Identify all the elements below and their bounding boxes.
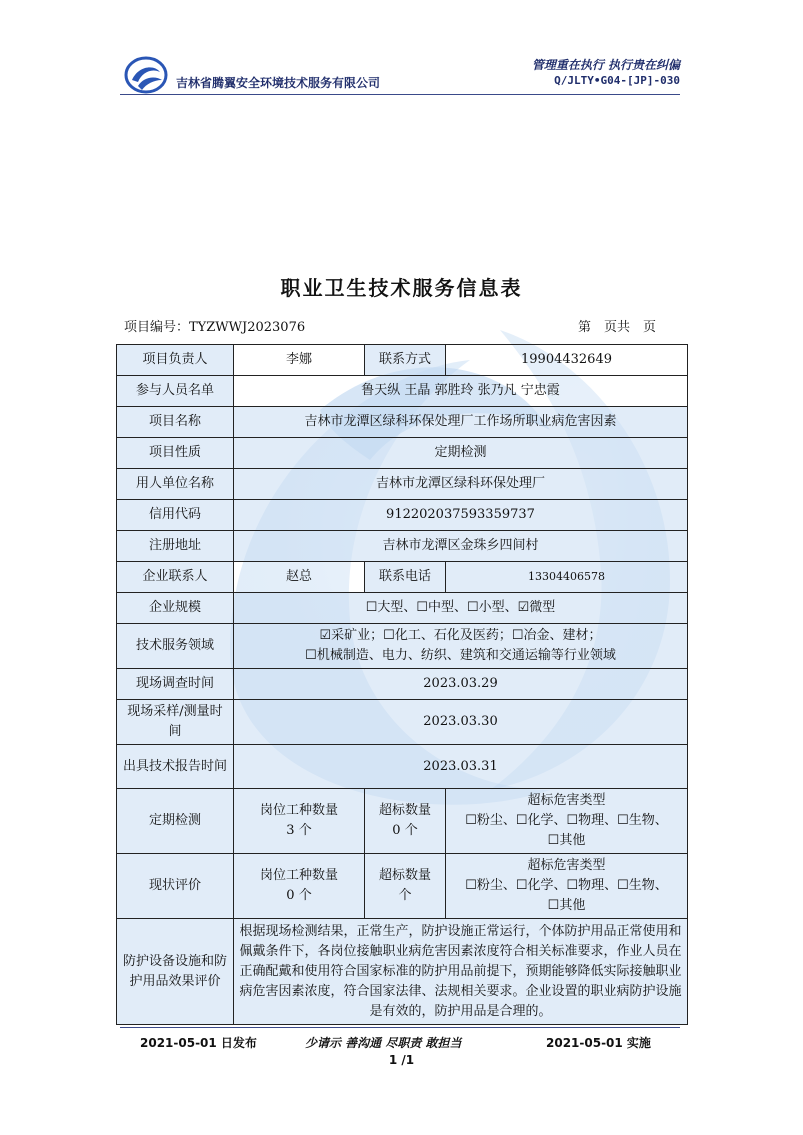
credit-value: 912202037593359737 [234, 500, 688, 531]
periodic-label: 定期检测 [117, 789, 234, 854]
status-hazard-title: 超标危害类型 [527, 858, 606, 873]
table-row [117, 438, 688, 469]
company-name: 吉林省腾翼安全环境技术服务有限公司 [176, 76, 381, 90]
footer-divider [120, 1027, 680, 1028]
status-over [365, 854, 446, 919]
table-row [117, 700, 688, 745]
status-hazard-line-2: ☐其他 [547, 898, 586, 913]
leader-label: 项目负责人 [117, 345, 234, 376]
protection-label: 防护设备设施和防护用品效果评价 [117, 919, 234, 1025]
survey-value: 2023.03.29 [234, 669, 688, 700]
domain-value [234, 624, 688, 669]
periodic-over-value: 0 个 [392, 823, 418, 838]
contact-label: 联系方式 [365, 345, 446, 376]
page-number: 1 /1 [388, 1053, 415, 1067]
survey-label: 现场调查时间 [117, 669, 234, 700]
nature-label: 项目性质 [117, 438, 234, 469]
periodic-posts-value: 3 个 [286, 823, 312, 838]
periodic-hazard-line-1: ☐粉尘、☐化学、☐物理、☐生物、 [465, 813, 668, 828]
page-counter: 第 页共 页 [578, 320, 657, 335]
project-name-label: 项目名称 [117, 407, 234, 438]
header-divider [120, 94, 680, 95]
credit-label: 信用代码 [117, 500, 234, 531]
header-slogan: 管理重在执行 执行贵在纠偏 [531, 58, 680, 72]
enterprise-contact-value: 赵总 [234, 562, 365, 593]
page-header [120, 52, 680, 100]
status-posts [234, 854, 365, 919]
report-label: 出具技术报告时间 [117, 745, 234, 789]
domain-line-2: ☐机械制造、电力、纺织、建筑和交通运输等行业领域 [305, 648, 616, 663]
domain-line-1: ☑采矿业；☐化工、石化及医药；☐冶金、建材； [319, 628, 602, 643]
table-row [117, 500, 688, 531]
table-row [117, 593, 688, 624]
participants-label: 参与人员名单 [117, 376, 234, 407]
contact-value: 19904432649 [446, 345, 688, 376]
employer-value: 吉林市龙潭区绿科环保处理厂 [234, 469, 688, 500]
project-name-value: 吉林市龙潭区绿科环保处理厂工作场所职业病危害因素 [234, 407, 688, 438]
periodic-posts-label: 岗位工种数量 [259, 803, 338, 818]
page-title: 职业卫生技术服务信息表 [280, 276, 523, 300]
participants-value: 鲁天纵 王晶 郭胜玲 张乃凡 宁忠霞 [234, 376, 688, 407]
status-posts-label: 岗位工种数量 [259, 868, 338, 883]
status-over-value: 个 [398, 888, 412, 903]
periodic-hazard-title: 超标危害类型 [527, 793, 606, 808]
periodic-hazard-line-2: ☐其他 [547, 833, 586, 848]
project-number: 项目编号：TYZWWJ2023076 [124, 320, 306, 335]
phone-value: 13304406578 [446, 562, 688, 593]
phone-label: 联系电话 [365, 562, 446, 593]
sampling-value: 2023.03.30 [234, 700, 688, 745]
address-label: 注册地址 [117, 531, 234, 562]
table-row [117, 376, 688, 407]
address-value: 吉林市龙潭区金珠乡四间村 [234, 531, 688, 562]
periodic-hazard [446, 789, 688, 854]
employer-label: 用人单位名称 [117, 469, 234, 500]
info-table [116, 344, 688, 1025]
sampling-label: 现场采样/测量时间 [117, 700, 234, 745]
domain-label: 技术服务领域 [117, 624, 234, 669]
table-row [117, 407, 688, 438]
nature-value: 定期检测 [234, 438, 688, 469]
table-row [117, 919, 688, 1025]
implement-date: 2021-05-01 实施 [546, 1036, 651, 1050]
scale-value: ☐大型、☐中型、☐小型、☑微型 [234, 593, 688, 624]
enterprise-contact-label: 企业联系人 [117, 562, 234, 593]
table-row [117, 345, 688, 376]
report-value: 2023.03.31 [234, 745, 688, 789]
table-row [117, 789, 688, 854]
scale-label: 企业规模 [117, 593, 234, 624]
protection-value: 根据现场检测结果，正常生产，防护设施正常运行，个体防护用品正常使用和佩戴条件下，各岗位接触职业病危害因素浓度符合相关标准要求，作业人员在正确配戴和使用符合国家标准的防护用品前提下，预期能够降低实际接触职业病危害因素浓度，符合国家法律、法规相关要求。企业设置的职业病防护设施是有效的，防护用品是合理的。 [234, 919, 688, 1025]
footer-motto: 少请示 善沟通 尽职责 敢担当 [305, 1036, 462, 1050]
document-code: Q/JLTY•G04-[JP]-030 [554, 74, 680, 87]
table-row [117, 745, 688, 789]
table-row [117, 669, 688, 700]
status-label: 现状评价 [117, 854, 234, 919]
status-hazard [446, 854, 688, 919]
table-row [117, 469, 688, 500]
table-row [117, 854, 688, 919]
table-row [117, 562, 688, 593]
publish-date: 2021-05-01 日发布 [140, 1036, 257, 1050]
periodic-over-label: 超标数量 [378, 803, 431, 818]
company-logo [124, 56, 168, 94]
table-row [117, 531, 688, 562]
table-row [117, 624, 688, 669]
status-hazard-line-1: ☐粉尘、☐化学、☐物理、☐生物、 [465, 878, 668, 893]
periodic-over [365, 789, 446, 854]
periodic-posts [234, 789, 365, 854]
leader-value: 李娜 [234, 345, 365, 376]
status-posts-value: 0 个 [286, 888, 312, 903]
status-over-label: 超标数量 [378, 868, 431, 883]
